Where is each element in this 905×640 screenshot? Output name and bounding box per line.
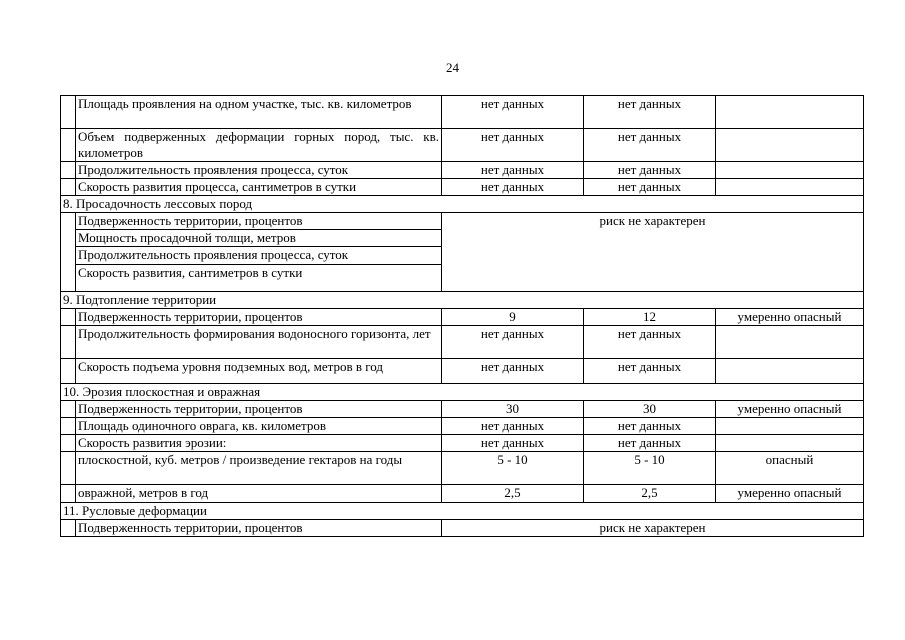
param-cell: Подверженность территории, процентов: [76, 520, 442, 537]
value-cell-2: нет данных: [584, 435, 716, 452]
level-cell: умеренно опасный: [716, 401, 864, 418]
indent-cell: [61, 96, 76, 129]
indent-cell: [61, 359, 76, 384]
section-title: 8. Просадочность лессовых пород: [61, 196, 864, 213]
param-cell: Мощность просадочной толщи, метров: [76, 230, 442, 247]
section-title: 11. Русловые деформации: [61, 503, 864, 520]
level-cell: [716, 418, 864, 435]
param-cell: Объем подверженных деформации горных пород, тыс. кв. километров: [76, 129, 442, 162]
value-cell-1: нет данных: [442, 326, 584, 359]
risk-table: [60, 95, 864, 537]
merged-value-cell: риск не характерен: [442, 520, 864, 537]
level-cell: [716, 129, 864, 162]
param-cell: овражной, метров в год: [76, 485, 442, 503]
table-row: [61, 435, 864, 452]
table-row: [61, 326, 864, 359]
table-row: [61, 452, 864, 485]
table-row: [61, 359, 864, 384]
value-cell-2: нет данных: [584, 179, 716, 196]
value-cell-1: нет данных: [442, 129, 584, 162]
indent-cell: [61, 435, 76, 452]
table-row: [61, 309, 864, 326]
value-cell-2: нет данных: [584, 96, 716, 129]
value-cell-2: нет данных: [584, 359, 716, 384]
param-cell: Подверженность территории, процентов: [76, 401, 442, 418]
merged-value-cell: риск не характерен: [442, 213, 864, 292]
indent-cell: [61, 520, 76, 537]
param-cell: Продолжительность формирования водоносного горизонта, лет: [76, 326, 442, 359]
table-row: [61, 485, 864, 503]
value-cell-1: 9: [442, 309, 584, 326]
value-cell-2: нет данных: [584, 418, 716, 435]
indent-cell: [61, 401, 76, 418]
indent-cell: [61, 213, 76, 292]
indent-cell: [61, 452, 76, 485]
value-cell-2: нет данных: [584, 326, 716, 359]
level-cell: [716, 359, 864, 384]
value-cell-1: нет данных: [442, 162, 584, 179]
param-cell: Скорость развития эрозии:: [76, 435, 442, 452]
indent-cell: [61, 485, 76, 503]
param-cell: Скорость развития, сантиметров в сутки: [76, 264, 442, 291]
value-cell-2: 30: [584, 401, 716, 418]
indent-cell: [61, 418, 76, 435]
param-cell: Скорость подъема уровня подземных вод, метров в год: [76, 359, 442, 384]
table-row: [61, 401, 864, 418]
level-cell: [716, 96, 864, 129]
param-cell: Продолжительность проявления процесса, суток: [76, 247, 442, 264]
page-number: 24: [446, 60, 459, 75]
value-cell-2: 12: [584, 309, 716, 326]
indent-cell: [61, 162, 76, 179]
value-cell-2: нет данных: [584, 162, 716, 179]
value-cell-1: нет данных: [442, 418, 584, 435]
table-row: [61, 96, 864, 129]
table-row: [61, 162, 864, 179]
indent-cell: [61, 179, 76, 196]
param-cell: Подверженность территории, процентов: [76, 213, 442, 230]
level-cell: умеренно опасный: [716, 485, 864, 503]
value-cell-1: нет данных: [442, 96, 584, 129]
value-cell-1: 5 - 10: [442, 452, 584, 485]
indent-cell: [61, 129, 76, 162]
table-row: [61, 129, 864, 162]
table-row: [61, 418, 864, 435]
section-header-row: [61, 196, 864, 213]
level-cell: умеренно опасный: [716, 309, 864, 326]
param-cell: Площадь проявления на одном участке, тыс. кв. километров: [76, 96, 442, 129]
param-cell: Скорость развития процесса, сантиметров в сутки: [76, 179, 442, 196]
value-cell-1: 30: [442, 401, 584, 418]
level-cell: [716, 179, 864, 196]
indent-cell: [61, 309, 76, 326]
param-cell: плоскостной, куб. метров / произведение гектаров на годы: [76, 452, 442, 485]
param-cell: Продолжительность проявления процесса, суток: [76, 162, 442, 179]
value-cell-2: 2,5: [584, 485, 716, 503]
table-row: [61, 179, 864, 196]
value-cell-2: нет данных: [584, 129, 716, 162]
param-cell: Подверженность территории, процентов: [76, 309, 442, 326]
section-header-row: [61, 292, 864, 309]
value-cell-1: нет данных: [442, 179, 584, 196]
table-row: [61, 520, 864, 537]
value-cell-1: 2,5: [442, 485, 584, 503]
level-cell: [716, 326, 864, 359]
level-cell: [716, 435, 864, 452]
table-row: [61, 213, 864, 230]
section-title: 9. Подтопление территории: [61, 292, 864, 309]
level-cell: опасный: [716, 452, 864, 485]
section-header-row: [61, 503, 864, 520]
param-cell: Площадь одиночного оврага, кв. километров: [76, 418, 442, 435]
value-cell-1: нет данных: [442, 435, 584, 452]
value-cell-2: 5 - 10: [584, 452, 716, 485]
value-cell-1: нет данных: [442, 359, 584, 384]
level-cell: [716, 162, 864, 179]
indent-cell: [61, 326, 76, 359]
section-title: 10. Эрозия плоскостная и овражная: [61, 384, 864, 401]
section-header-row: [61, 384, 864, 401]
